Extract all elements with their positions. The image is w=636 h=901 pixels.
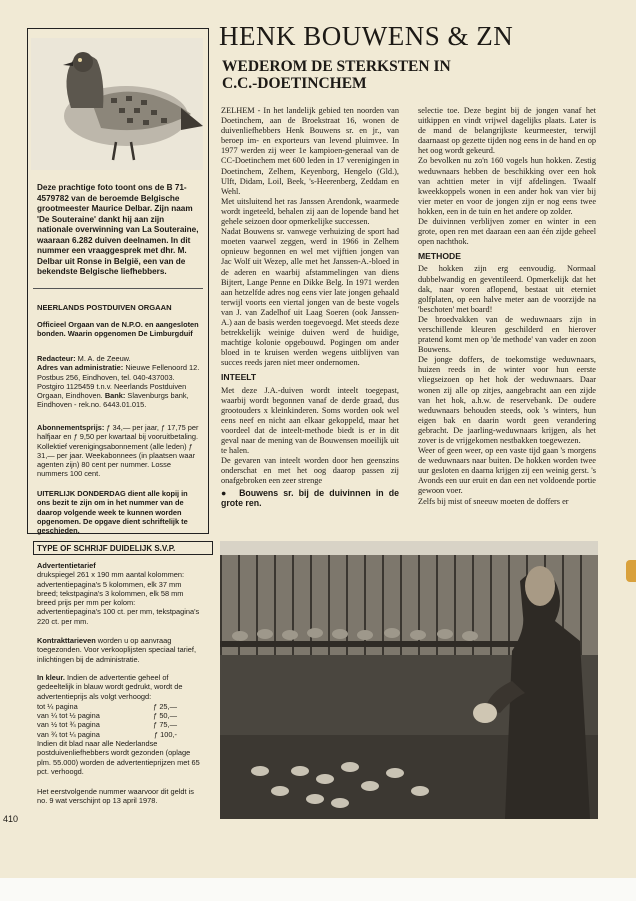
article-headline: HENK BOUWENS & ZN — [219, 21, 514, 51]
color-body: Indien de advertentie geheel of gedeeltelijk in blauw wordt gedrukt, wordt de advertentieprijs als volgt verhoogd: — [37, 673, 183, 701]
section-heading-methode: METHODE — [418, 251, 461, 262]
adres-value: Nieuwe Fellenoord 12. Postbus 256, Eindhoven, tel. 040-437003. Postgiro 1125459 t.n.v. Neerlands Postduiven Orgaan, Eindhoven. — [37, 363, 200, 401]
organ-title: NEERLANDS POSTDUIVEN ORGAAN — [37, 303, 172, 312]
subheadline-line: WEDEROM DE STERKSTEN IN — [222, 58, 451, 75]
organ-official: Officieel Orgaan van de N.P.O. en aangesloten bonden. Waarin opgenomen De Limburgduif — [37, 320, 199, 339]
subheadline-line: C.C.-DOETINCHEM — [222, 75, 367, 92]
redacteur-value: M. A. de Zeeuw. — [75, 354, 131, 363]
loft-photo-caption: Bouwens sr. bij de duivinnen in de grote ren. — [221, 488, 399, 509]
redacteur-label: Redacteur: — [37, 354, 76, 363]
paragraph: Zelfs bij mist of sneeuw moeten de doffers er — [418, 496, 569, 506]
paragraph: Met uitsluitend het ras Janssen Arendonk, waarmede wordt ingeteeld, behalen zij aan de lopende band het gehele seizoen door opmerkelijke successen. — [221, 196, 399, 227]
paragraph: ZELHEM - In het landelijk gebied ten noorden van Doetinchem, aan de Broekstraat 16, wonen de duivenliefhebbers Henk Bouwens sr. en jr., van beroep im- en exporteurs van levend pluimvee. In 1977 werden zij weer 1e kampioen-generaal van de CC-Doetinchem met 600 leden in 17 verenigingen in Doetinchem, Zelhem, Keyenborg, Hengelo (Gld.), Ulft, Didam, Loil, Beek, 's-Heerenberg, Zeddam en Wehl. — [221, 106, 399, 196]
price-label: van ¾ tot ¼ pagina — [37, 729, 100, 739]
organ-details — [37, 354, 200, 410]
paragraph: Zo bevolken nu zo'n 160 vogels hun hokken. Zestig weduwnaars hebben de beschikking over een hok van achttien meter in vijf afdelingen. Twaalf kweekkoppels wonen in een ander hok van vier bij vier meter en voor de jongen zijn er nog eens twee hokken, een in de tuin en het andere op zolder. — [418, 156, 596, 216]
price-row — [37, 702, 177, 711]
article-column-2 — [418, 106, 596, 507]
price-label: van ¼ tot ½ pagina — [37, 711, 100, 721]
adres-label: Adres van administratie: — [37, 363, 124, 373]
price-value: ƒ 25,— — [153, 701, 177, 711]
price-row — [37, 720, 177, 729]
color-tariff — [37, 673, 200, 776]
bank-value: Slavenburgs bank, Eindhoven - rek.no. 6443.01.015. — [37, 391, 189, 410]
paragraph: Weer of geen weer, op een vaste tijd gaan 's morgens de weduwnaars naar buiten. De hokken worden twee uur gesloten en daarna krijgen zij een weinig gerst. 's Avonds een uur eruit en dan een net voldoende portie gewoon voer. — [418, 446, 596, 496]
page-tab-marker — [626, 560, 636, 582]
price-table — [37, 702, 177, 739]
paragraph: Nadat Bouwens sr. vanwege verhuizing de sport had moeten vaarwel zeggen, werd in 1966 in Zelhem opnieuw begonnen en wel met vijftien jongen van Jac Wolf uit Wezep, alle met het Janssen-A.-bloed in de aderen en waarbij afstammelingen van diens Bijtert, Lange Penne en Dikke Belg. In 1971 werden aan hetzelfde adres nog eens vier late jongen gehaald terwijl voorts een viertal jongen van de beste vogels van J. van Zadelhof uit Laag Soeren (ook Janssen-A.) aan de basis werden toegevoegd. Met steeds deze betrekkelijk weinige duiven werd de huidige, machtige kolonie opgebouwd. Pogingen om ander bloed in te kruisen werden wegens uitblijven van succes reeds jaren niet meer ondernomen. — [221, 227, 399, 368]
subscription-label: Abonnementsprijs: — [37, 423, 105, 432]
article-column-1 — [221, 106, 399, 508]
pigeon-photo — [31, 38, 203, 170]
contract-tariff — [37, 636, 200, 664]
type-notice-box: TYPE OF SCHRIJF DUIDELIJK S.V.P. — [33, 541, 213, 555]
paragraph: Met deze J.A.-duiven wordt inteelt toegepast, waarbij wordt begonnen vanaf de derde graad, dus grootouders x kleinkinderen. Soms worden ook wel eens neef en nicht aan elkaar gekoppeld, maar het voordeel dat de inteelt-methode biedt is er in dit geval naar de mening van de Bouwensen moeilijk uit te halen. — [221, 385, 399, 456]
sidebar-divider — [33, 288, 203, 289]
paragraph: De gevaren van inteelt worden door hen geenszins onderschat en met het oog daarop passen zij onafgebroken een zeer strenge — [221, 456, 399, 486]
paragraph: De duivinnen verblijven zomer en winter in een grote, open ren met daaraan een aan één zijde geheel open nachthok. — [418, 217, 596, 247]
advert-title: Advertentietarief — [37, 561, 96, 570]
pigeon-photo-caption: Deze prachtige foto toont ons de B 71-4579782 van de beroemde Belgische grootmeester Maurice Delbar. Zijn naam 'De Souteraine' dankt hij aan zijn nationale overwinning van La Souteraine, waaraan 6.282 duiven deelnamen. In dit nummer een vraaggesprek met dhr. M. Delbar uit Ronse in België, een van de bekendste Belgische liefhebbers. — [37, 183, 199, 276]
contract-body: worden u op aanvraag toegezonden. Voor verkooplijsten speciaal tarief, inlichtingen bij de administratie. — [37, 636, 196, 664]
section-heading-inteelt: INTEELT — [221, 372, 257, 383]
advert-tariff — [37, 561, 200, 626]
price-row — [37, 730, 177, 739]
color-title: In kleur. — [37, 673, 65, 682]
loft-photo — [220, 541, 598, 819]
bullet-icon: ● — [221, 488, 229, 499]
paragraph: selectie toe. Deze begint bij de jongen vanaf het uitkippen en vindt vrijwel dagelijks plaats. Later is de mand de belangrijkste keurmeester, terwijl daarnaast op gezette tijden nog eens in de hand en op het oog wordt gekeurd. — [418, 106, 596, 156]
price-value: ƒ 50,— — [153, 711, 177, 721]
paragraph: De jonge doffers, de toekomstige weduwnaars, huizen reeds in de winter voor hun eerste vliegseizoen op het hok der weduwnaars. Daar wonen zij alle op zitjes, aangebracht aan een zijde van het hok, a.h.w. de reservebank. De oudere weduwnaars behouden steeds, ook 's winters, hun eigen bak en daarin wordt geen verandering gebracht. De jaarling-weduwnaars krijgen, als het zover is de vrijgekomen nestbakken toegewezen. — [418, 355, 596, 445]
price-row — [37, 711, 177, 720]
price-label: van ½ tot ¾ pagina — [37, 720, 100, 730]
subscription — [37, 423, 200, 479]
price-value: ƒ 100,- — [153, 729, 177, 739]
advert-body: drukspiegel 261 x 190 mm aantal kolommen: advertentiepagina's 5 kolommen, elk 37 mm breed; tekstpagina's 3 kolommen, elk 58 mm breed prijs per mm per kolom: advertentiepagina's 100 ct. per mm, tekstpagina's 220 ct. per mm. — [37, 570, 200, 626]
contract-title: Kontrakttarieven — [37, 636, 96, 645]
page-bottom-margin — [0, 878, 636, 901]
subscription-value: ƒ 34,— per jaar, ƒ 17,75 per halfjaar en ƒ 9,50 per kwartaal bij vooruitbetaling. Kollektief verenigingsabonnement (alle leden) ƒ 31,— per jaar. Weekabonnees (in plaatsen waar agenten zijn) 80 cent per nummer. Losse nummers 100 cent. — [37, 423, 199, 479]
next-issue: Het eerstvolgende nummer waarvoor dit geldt is no. 9 wat verschijnt op 13 april 1978. — [37, 787, 194, 806]
oplage-text: Indien dit blad naar alle Nederlandse postduivenliefhebbers wordt gezonden (oplage plm. 55.000) worden de advertentieprijzen met 65 pct. verhoogd. — [37, 739, 200, 776]
price-label: tot ¼ pagina — [37, 701, 78, 711]
page-number: 410 — [3, 814, 19, 824]
article-subheadline — [222, 58, 482, 92]
price-value: ƒ 75,— — [153, 720, 177, 730]
paragraph: De broedvakken van de weduwnaars zijn in verschillende kleuren geschilderd en hierover pratend komt men op 'de methode' van vader en zoon Bouwens. — [418, 314, 596, 355]
photo-caption — [221, 488, 399, 508]
paragraph: De hokken zijn erg eenvoudig. Normaal dubbelwandig en geventileerd. Opmerkelijk dat het dak, naar voren aflopend, bestaat uit eterniet golfplaten, op een halve meter aan de voorzijde na 'beschoten' met board! — [418, 264, 596, 314]
bank-label: Bank: — [104, 391, 126, 401]
deadline-notice: UITERLIJK DONDERDAG dient alle kopij in ons bezit te zijn om in het nummer van de daarop volgende week te kunnen worden opgenomen. De opgave dient schriftelijk te geschieden. — [37, 489, 188, 536]
